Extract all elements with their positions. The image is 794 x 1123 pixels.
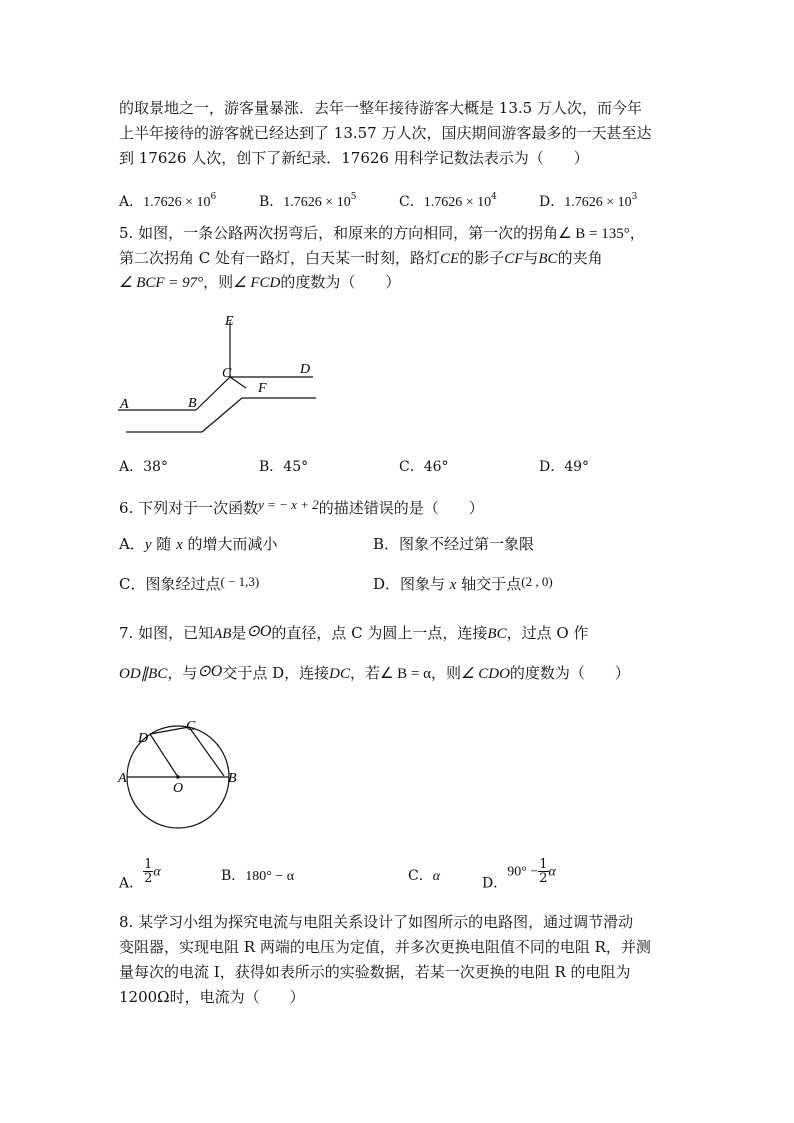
label-b: B — [188, 396, 197, 411]
label-o: O — [173, 781, 184, 796]
q6-option-d[interactable]: D．图象与 x 轴交于点(2 , 0) — [373, 574, 553, 593]
label-f: F — [258, 381, 267, 396]
q8-stem-line-4: 1200Ω时，电流为（ ） — [119, 988, 305, 1006]
label-e: E — [225, 314, 234, 329]
q6-option-b[interactable]: B．图象不经过第一象限 — [373, 535, 535, 553]
q7-stem-line-1: 7. 如图，已知AB是⊙O的直径，点 C 为圆上一点，连接BC，过点 O 作 — [119, 623, 589, 642]
q8-stem-line-3: 量每次的电流 I，获得如表所示的实验数据，若某一次更换的电阻 R 的电阻为 — [119, 963, 631, 981]
q7-stem-line-2: OD∥BC，与⊙O交于点 D，连接DC，若∠ B = α，则∠ CDO的度数为（ ） — [119, 663, 630, 682]
q7-option-c[interactable]: C．α — [408, 868, 441, 884]
label-c: C — [222, 366, 232, 381]
q6-option-c[interactable]: C．图象经过点( − 1,3) — [119, 574, 260, 593]
q4-option-c[interactable]: C．$1.7626 \times 10^4$ — [399, 192, 497, 210]
q4-text-line-3: 到 17626 人次，创下了新纪录．17626 用科学记数法表示为（ ） — [119, 149, 589, 167]
q5-road-figure — [118, 312, 338, 442]
road-upper-slant-segment — [196, 377, 230, 410]
q7-option-d[interactable]: D．90° − $\frac{1}{2}$ α — [482, 857, 556, 892]
q4-option-a[interactable]: A．$1.7626 \times 10^6$ — [119, 192, 217, 210]
q5-stem-line-2: 第二次拐角 C 处有一路灯，白天某一时刻，路灯CE的影子CF与BC的夹角 — [119, 249, 603, 267]
label-d: D — [300, 362, 311, 377]
segment-od — [150, 734, 178, 777]
q4-text-line-2: 上半年接待的游客就已经达到了 13.57 万人次，国庆期间游客最多的一天甚至达 — [119, 124, 652, 142]
fraction-one-half: $\frac{1}{2}$ — [539, 857, 548, 886]
q5-option-d[interactable]: D．49° — [539, 459, 590, 475]
q5-option-b[interactable]: B．45° — [259, 459, 309, 475]
q8-stem-line-2: 变阻器，实现电阻 R 两端的电压为定值，并多次更换电阻值不同的电阻 R，并测 — [119, 938, 651, 956]
q7-option-b[interactable]: B．180° − α — [221, 868, 295, 884]
q5-option-c[interactable]: C．46° — [399, 459, 449, 475]
center-point-o — [176, 775, 180, 779]
q4-option-b[interactable]: B．$1.7626 \times 10^5$ — [259, 192, 357, 210]
q7-circle-figure — [116, 718, 246, 818]
label-b: B — [228, 771, 237, 786]
road-lower-slant-segment — [202, 398, 242, 432]
q7-option-a[interactable]: A． $\frac{1}{2}$ α — [119, 857, 161, 892]
q5-option-a[interactable]: A．38° — [119, 459, 168, 475]
label-d: D — [138, 731, 149, 746]
q6-option-a[interactable]: A．y 随 x 的增大而减小 — [119, 535, 278, 553]
fraction-one-half: $\frac{1}{2}$ — [144, 857, 153, 886]
q5-stem-line-1: 5. 如图，一条公路两次拐弯后，和原来的方向相同，第一次的拐角∠ B = 135°， — [119, 224, 645, 242]
q5-stem-line-3: ∠ BCF = 97°，则∠ FCD的度数为（ ） — [119, 273, 401, 291]
q8-stem-line-1: 8. 某学习小组为探究电流与电阻关系设计了如图所示的电路图，通过调节滑动 — [119, 913, 634, 931]
q4-text-line-1: 的取景地之一，游客量暴涨．去年一整年接待游客大概是 13.5 万人次，而今年 — [119, 99, 642, 117]
label-c: C — [186, 719, 196, 734]
label-a: A — [120, 397, 129, 412]
q6-stem: 6. 下列对于一次函数y = − x + 2的描述错误的是（ ） — [119, 497, 484, 517]
q4-option-d[interactable]: D．$1.7626 \times 10^3$ — [539, 192, 638, 210]
label-a: A — [118, 771, 127, 786]
shadow-cf — [230, 377, 246, 388]
